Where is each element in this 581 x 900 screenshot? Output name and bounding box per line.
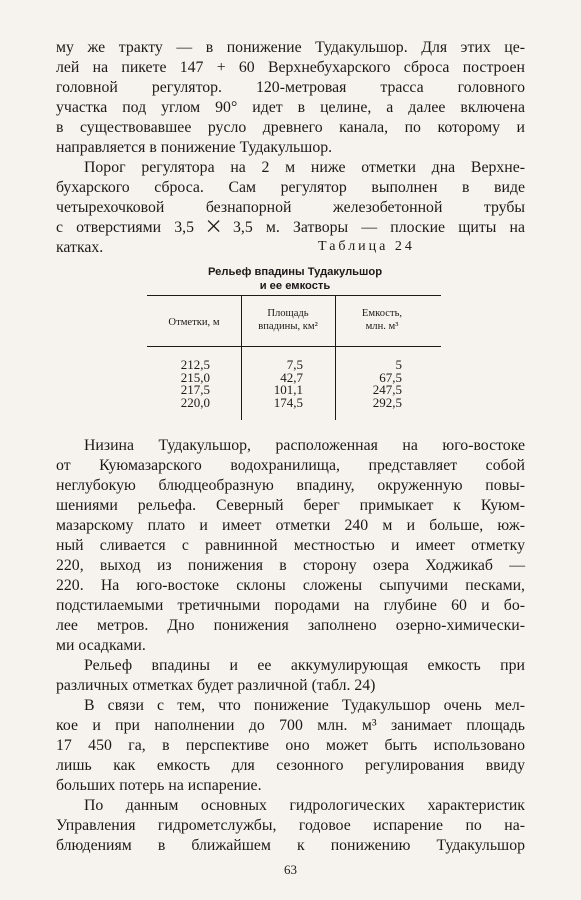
text-line: лее метров. Дно понижения заполнено озерно-химически-: [56, 617, 525, 634]
text-line: блюдениям в ближайшем к понижению Тудакульшор: [56, 837, 525, 854]
table-top-rule: [147, 295, 441, 296]
text-line: мазарскому плато и имеет отметки 240 м и больше, юж-: [56, 517, 525, 534]
table-cell: 212,5: [180, 357, 210, 372]
text-line: от Куюмазарского водохранилища, представляет собой: [56, 457, 525, 474]
text-line: Низина Тудакульшор, расположенная на юго-востоке: [84, 437, 525, 454]
text-line: неглубокую блюдцеобразную впадину, окруженную повы-: [56, 477, 525, 494]
table-cell: 42,7: [280, 369, 303, 385]
table-column-divider: [241, 296, 242, 420]
table-cell: 5: [395, 357, 402, 372]
text-line: различных отметках будет различной (табл. 24): [56, 677, 376, 694]
text-line: бухарского сброса. Сам регулятор выполнен в виде: [56, 179, 525, 196]
text-line: шениями рельефа. Северный берег примыкает к Куюм-: [56, 497, 525, 514]
text-line: ми осадками.: [56, 637, 146, 654]
text-line: Управления гидрометслужбы, годовое испарение по на-: [56, 817, 525, 834]
table-cell: 247,5: [372, 382, 402, 397]
table-cell: 217,5: [180, 382, 210, 397]
text-line: участка под углом 90° идет в целине, а далее включена: [56, 99, 525, 116]
column-header-area-unit: впадины, км²: [258, 321, 318, 332]
table-cell: 215,0: [180, 369, 210, 385]
text-line: 220, выход из понижения в сторону озера Ходжикаб —: [56, 557, 525, 574]
text-line: лишь как емкость для сезонного регулирования ввиду: [56, 757, 525, 774]
table-subtitle: и ее емкость: [259, 280, 331, 292]
text-line: Рельеф впадины и ее аккумулирующая емкость при: [84, 657, 525, 674]
text-line: По данным основных гидрологических характеристик: [84, 797, 525, 814]
text-line: 17 450 га, в перспективе оно может быть использовано: [56, 737, 525, 754]
text-line: с отверстиями 3,5 ⨉ 3,5 м. Затворы — плоские щиты на: [56, 219, 525, 236]
table-number: Таблица 24: [318, 239, 415, 254]
page-number: 63: [284, 862, 297, 877]
text-line: му же тракту — в понижение Тудакульшор. Для этих це-: [56, 39, 525, 56]
text-line: 220. На юго-востоке склоны сложены сыпучими песками,: [56, 577, 525, 594]
table-cell: 174,5: [273, 394, 303, 410]
text-line: ный сливается с равнинной местностью и имеет отметку: [56, 537, 525, 554]
table-cell: 7,5: [286, 357, 303, 372]
text-line: Порог регулятора на 2 м ниже отметки дна Верхне-: [84, 159, 525, 176]
table-column-divider: [335, 296, 336, 420]
text-line: подстилаемыми третичными породами на глубине 60 и бо-: [56, 597, 525, 614]
table-cell: 101,1: [273, 382, 303, 397]
text-line: направляется в понижение Тудакульшор.: [56, 139, 333, 156]
table-cell: 220,0: [180, 394, 210, 410]
text-line: В связи с тем, что понижение Тудакульшор очень мел-: [84, 697, 525, 714]
table-cell: 67,5: [379, 369, 402, 385]
table-title: Рельеф впадины Тудакульшор: [207, 266, 383, 278]
text-line: больших потерь на испарение.: [56, 777, 262, 794]
text-line: кое и при наполнении до 700 млн. м³ занимает площадь: [56, 717, 525, 734]
text-line: лей на пикете 147 + 60 Верхнебухарского сброса построен: [56, 59, 525, 76]
text-line: катках.: [56, 239, 104, 256]
column-header-capacity: Емкость,: [361, 308, 403, 319]
column-header-capacity-unit: млн. м³: [365, 321, 399, 332]
column-header-area: Площадь: [267, 308, 309, 319]
table-header-rule: [147, 346, 441, 347]
column-header-marks: Отметки, м: [168, 317, 220, 328]
text-line: головной регулятор. 120-метровая трасса головного: [56, 79, 525, 96]
text-line: четырехочковой безнапорной железобетонной трубы: [56, 199, 525, 216]
text-line: в существовавшее русло древнего канала, по которому и: [56, 119, 525, 136]
table-cell: 292,5: [372, 394, 402, 410]
